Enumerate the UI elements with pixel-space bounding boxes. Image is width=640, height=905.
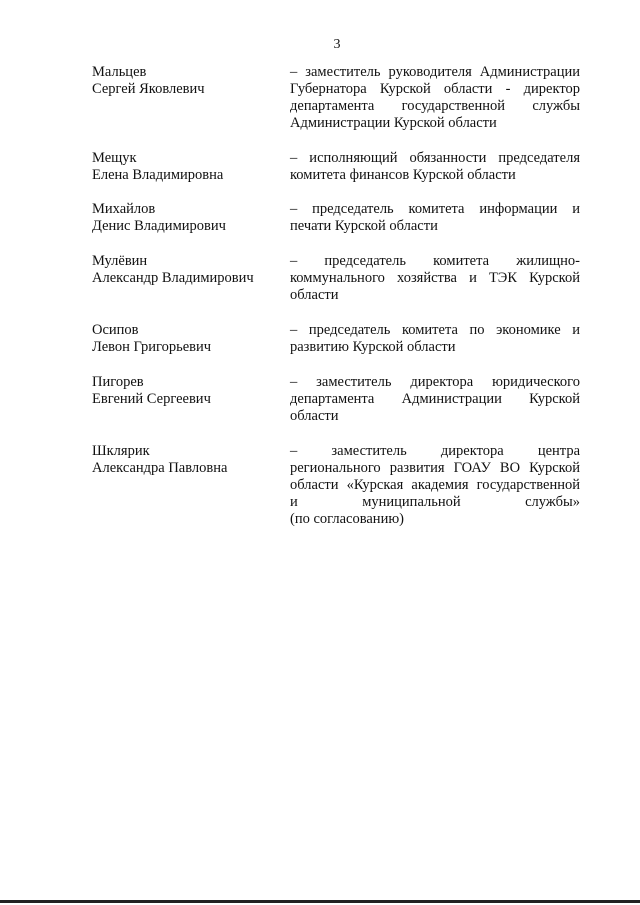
member-name — [92, 64, 282, 98]
member-name — [92, 443, 282, 477]
role-line: области — [290, 287, 339, 303]
member-role — [290, 201, 580, 235]
role-line: – заместитель директора центра — [290, 443, 580, 459]
member-name — [92, 253, 282, 287]
member-role — [290, 374, 580, 425]
role-line: – председатель комитета информации и — [290, 201, 580, 217]
role-line: (по согласованию) — [290, 511, 404, 527]
role-line: коммунального хозяйства и ТЭК Курской — [290, 270, 580, 286]
role-line: – исполняющий обязанности председателя — [290, 150, 580, 166]
member-given-names: Левон Григорьевич — [92, 339, 212, 355]
member-surname: Мальцев — [92, 64, 147, 80]
role-line: Губернатора Курской области - директор — [290, 81, 580, 97]
member-surname: Пигорев — [92, 374, 144, 390]
member-given-names: Александр Владимирович — [92, 270, 254, 286]
role-line: Администрации Курской области — [290, 115, 497, 131]
role-line: области «Курская академия государственной — [290, 477, 580, 493]
role-line: развитию Курской области — [290, 339, 456, 355]
member-role — [290, 64, 580, 132]
member-role — [290, 443, 580, 528]
member-name — [92, 322, 282, 356]
member-given-names: Евгений Сергеевич — [92, 391, 211, 407]
member-surname: Михайлов — [92, 201, 156, 217]
role-line: департамента Администрации Курской — [290, 391, 580, 407]
role-line: – заместитель директора юридического — [290, 374, 580, 390]
member-given-names: Сергей Яковлевич — [92, 81, 205, 97]
member-surname: Шклярик — [92, 443, 150, 459]
member-surname: Мещук — [92, 150, 137, 166]
member-surname: Осипов — [92, 322, 139, 338]
member-role — [290, 253, 580, 304]
role-line: печати Курской области — [290, 218, 438, 234]
role-line: – председатель комитета жилищно- — [290, 253, 580, 269]
member-name — [92, 201, 282, 235]
member-role — [290, 150, 580, 184]
member-role — [290, 322, 580, 356]
member-name — [92, 150, 282, 184]
role-line: комитета финансов Курской области — [290, 167, 516, 183]
role-line: – заместитель руководителя Администрации — [290, 64, 580, 80]
role-line: и муниципальной службы» — [290, 494, 580, 510]
role-line: области — [290, 408, 339, 424]
role-line: департамента государственной службы — [290, 98, 580, 114]
scan-bottom-edge — [0, 900, 640, 903]
member-surname: Мулёвин — [92, 253, 148, 269]
member-name — [92, 374, 282, 408]
member-given-names: Елена Владимировна — [92, 167, 224, 183]
role-line: – председатель комитета по экономике и — [290, 322, 580, 338]
page-number: 3 — [333, 37, 341, 52]
member-given-names: Денис Владимирович — [92, 218, 226, 234]
member-given-names: Александра Павловна — [92, 460, 228, 476]
role-line: регионального развития ГОАУ ВО Курской — [290, 460, 580, 476]
